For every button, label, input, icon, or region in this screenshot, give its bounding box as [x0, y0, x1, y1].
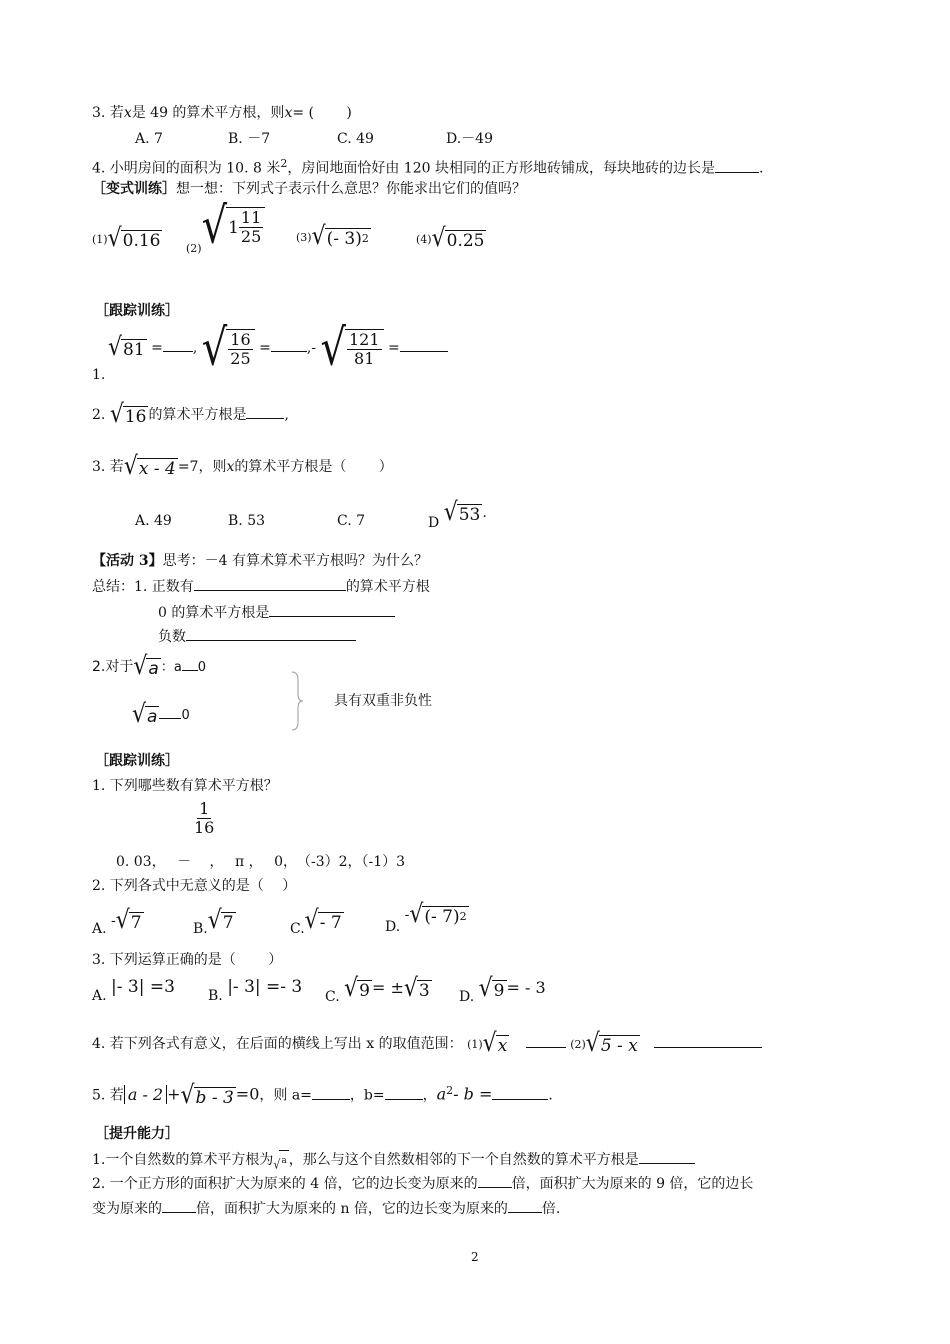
radicand: a — [279, 1150, 288, 1170]
q-text: 的算术平方根是 — [148, 407, 247, 423]
variant-heading: ［变式训练］ — [92, 181, 176, 197]
answer-blank[interactable] — [271, 351, 307, 352]
track1-q3-option-d: D √ 53 . — [428, 498, 487, 531]
equals-sign: = — [387, 340, 400, 356]
summary-line-1 — [92, 578, 430, 596]
option-label: C. — [325, 989, 340, 1005]
track2-q3-option-a — [92, 978, 175, 1005]
frac-num: 16 — [230, 330, 251, 349]
improve-p2-line1 — [92, 1175, 753, 1193]
radicand: a — [148, 659, 159, 679]
track2-q3-option-d: D. √ 9 = - 3 — [459, 974, 546, 1005]
plus-sign: + — [167, 1084, 181, 1104]
p-text-b: 倍，面积扩大为原来的 n 倍，它的边长变为原来的 — [196, 1201, 508, 1217]
q-eq: =0 — [235, 1084, 260, 1104]
radicand: 3 — [418, 981, 430, 1001]
summary-text: 负数 — [158, 629, 186, 645]
radicand: b - 3 — [195, 1087, 234, 1108]
track1-heading: ［跟踪训练］ — [95, 303, 179, 319]
expr: a — [436, 1084, 447, 1104]
q-tail: , — [284, 407, 289, 423]
q3-text-c: = ( ) — [292, 105, 352, 121]
activity3-line — [92, 552, 428, 570]
track2-q2-option-b: B. √ 7 — [193, 906, 234, 937]
p-text-c: 倍. — [541, 1201, 561, 1217]
sup: 2 — [446, 1084, 454, 1097]
curly-brace-icon — [290, 670, 304, 732]
answer-blank[interactable] — [526, 1047, 566, 1048]
track2-q2: 2. 下列各式中无意义的是（ ） — [92, 878, 297, 894]
summary-label: 总结： — [92, 579, 134, 595]
variant-text: 想一想：下列式子表示什么意思？你能求出它们的值吗？ — [176, 181, 526, 197]
answer-blank[interactable] — [654, 1047, 762, 1048]
q-tail: . — [548, 1087, 553, 1104]
q-text: ，则 a= — [259, 1087, 312, 1104]
option-label: C. — [290, 921, 305, 937]
activity3-heading: 【活动 3】 — [92, 553, 163, 569]
variant-item-den: 25 — [240, 227, 262, 246]
q-text-b: 的算术平方根是（ ） — [234, 459, 393, 475]
option-label: B. — [193, 921, 208, 937]
answer-blank[interactable] — [182, 670, 198, 671]
equals-sign: = — [151, 340, 163, 356]
q3-line — [92, 104, 352, 122]
variant-item-label: (3) — [296, 231, 312, 244]
improve-p2-line2 — [92, 1200, 560, 1218]
track2-q1-list: 0. 03， － ， π ， 0， （-3）2，（-1）3 — [116, 854, 406, 870]
radicand: - 7 — [319, 913, 342, 933]
variant-item-label: (1) — [92, 233, 108, 246]
track2-q2-option-c: C. √ - 7 — [290, 906, 342, 937]
q3-option-b: B. －7 — [228, 131, 271, 147]
answer-blank[interactable] — [163, 351, 193, 352]
track2-heading: ［跟踪训练］ — [95, 753, 179, 769]
option-label: A. — [92, 988, 107, 1004]
variant-item-label: (2) — [186, 242, 202, 255]
track2-q1: 1. 下列哪些数有算术平方根？ — [92, 778, 278, 794]
p-text: 变为原来的 — [92, 1201, 162, 1217]
dual-zero: 0 — [181, 708, 190, 723]
answer-blank[interactable] — [269, 616, 395, 617]
radicand: x - 4 — [138, 459, 176, 479]
improve-p1: 1.一个自然数的算术平方根为 √ a ，那么与这个自然数相邻的下一个自然数的算术平方根是 — [92, 1150, 695, 1170]
summary-text: 1. 正数有 — [134, 579, 194, 595]
q4-blank[interactable] — [715, 172, 759, 173]
q3-var-2: x — [284, 105, 293, 121]
frac-den: 81 — [354, 349, 375, 368]
q-label: 3. 若 — [92, 459, 124, 475]
frac-num: 121 — [348, 330, 380, 349]
dual-zero: 0 — [197, 660, 207, 675]
answer-blank[interactable] — [246, 418, 284, 419]
q3-option-d: D.－49 — [446, 131, 493, 147]
q4-label-1: (1) — [467, 1038, 483, 1051]
track2-q3-option-c: C. √ 9 = ± √ 3 — [325, 974, 430, 1005]
summary-text-b: 的算术平方根 — [345, 579, 430, 595]
improve-heading: ［提升能力］ — [95, 1126, 179, 1142]
option-label: A. — [92, 921, 107, 937]
option-tail: = - 3 — [506, 978, 546, 997]
option-label: D. — [385, 919, 401, 935]
option-tail: = ± — [371, 978, 404, 997]
minus-sign: - — [111, 913, 116, 929]
q4-sup: 2 — [280, 157, 288, 170]
summary-text: 0 的算术平方根是 — [158, 605, 270, 621]
frac-num: 1 — [199, 799, 210, 818]
variant-item-1: (1) √ 0.16 — [92, 224, 161, 253]
dual-text-b: ：a — [160, 660, 182, 675]
answer-blank[interactable] — [492, 1099, 548, 1100]
equals-sign: = — [259, 340, 271, 356]
radicand: 16 — [124, 407, 147, 427]
summary-line-2 — [158, 604, 395, 622]
dual-line-1: 2.对于 √ a ：a 0 — [92, 652, 207, 681]
variant-item-radicand: 0.25 — [446, 231, 485, 251]
option-label: D — [428, 515, 440, 531]
variant-item-whole: 1 — [228, 217, 239, 238]
option-tail: . — [482, 505, 487, 521]
variant-item-radicand: (- 3) — [326, 229, 362, 249]
answer-blank[interactable] — [162, 1212, 196, 1213]
q3-option-a: A. 7 — [135, 131, 163, 147]
radicand: 9 — [493, 981, 505, 1001]
radicand: x — [497, 1036, 508, 1056]
radicand: (- 7) — [424, 907, 460, 927]
q-label: 5. 若 — [92, 1087, 124, 1104]
variant-item-num: 11 — [240, 208, 262, 227]
radicand: a — [147, 707, 158, 727]
activity3-text: 思考：－4 有算术算术平方根吗？为什么？ — [162, 553, 428, 569]
option-label: D. — [459, 989, 475, 1005]
q-text: ，则 — [198, 459, 227, 475]
track2-q2-option-d: D. - √ (- 7) 2 — [385, 900, 467, 935]
q-eq: =7 — [177, 459, 199, 475]
radicand: 9 — [359, 981, 370, 1001]
answer-blank[interactable] — [508, 1212, 542, 1213]
track1-q3-option-a: A. 49 — [135, 513, 172, 529]
answer-blank[interactable] — [159, 718, 181, 719]
p-text: 2. 一个正方形的面积扩大为原来的 4 倍，它的边长变为原来的 — [92, 1176, 478, 1192]
track1-q3: 3. 若 √ x - 4 =7，则x的算术平方根是（ ） — [92, 452, 393, 481]
page-number: 2 — [471, 1250, 479, 1264]
q3-var: x — [123, 105, 132, 121]
answer-blank[interactable] — [194, 590, 346, 591]
q4-text-b: ，房间地面恰好由 120 块相同的正方形地砖铺成，每块地砖的边长是 — [287, 160, 715, 177]
answer-blank[interactable] — [312, 1099, 350, 1100]
radicand: 53 — [458, 505, 481, 525]
variant-item-2: $_{(2)}$ √ 1 $\frac{11}{25}$ — [186, 206, 265, 258]
track2-q5: 5. 若 a - 2 + √ b - 3 =0，则 a= ，b= ，$a^2-$ b = . — [92, 1080, 553, 1110]
track2-q2-option-a: A. - √ 7 — [92, 906, 142, 937]
dual-note: 具有双重非负性 — [334, 693, 432, 709]
variant-item-3: (3) √ (- 3) 2 — [296, 222, 369, 251]
frac-den: 16 — [194, 818, 215, 837]
q4-text: 4. 小明房间的面积为 10. 8 米 — [92, 160, 281, 177]
dual-text: 2.对于 — [92, 659, 134, 675]
track2-q1-fraction — [192, 800, 216, 837]
minus-sign: - — [311, 340, 316, 356]
variant-line — [92, 180, 526, 198]
q-text: ，b= — [349, 1087, 385, 1104]
track2-q3: 3. 下列运算正确的是（ ） — [92, 952, 283, 968]
q3-text-b: 是 49 的算术平方根，则 — [131, 105, 285, 121]
track1-q1-radicand: 81 — [123, 340, 145, 360]
answer-blank[interactable] — [478, 1187, 512, 1188]
track1-q2: 2. √ 16 的算术平方根是 , — [92, 400, 289, 429]
p-text-b: ，那么与这个自然数相邻的下一个自然数的算术平方根是 — [288, 1152, 639, 1168]
frac-den: 25 — [230, 349, 251, 368]
track2-q3-option-b — [208, 978, 302, 1005]
p-text: 1.一个自然数的算术平方根为 — [92, 1152, 274, 1168]
summary-line-3 — [158, 628, 356, 646]
answer-blank[interactable] — [186, 640, 356, 641]
track2-q4: 4. 若下列各式有意义，在后面的横线上写出 x 的取值范围： (1) √ x (2) √ 5 - x — [92, 1033, 762, 1055]
option-label: B. — [208, 988, 223, 1004]
option-expr: |- 3| =- 3 — [227, 977, 303, 997]
q-label: 2. — [92, 407, 106, 423]
track1-q3-option-c: C. 7 — [337, 513, 366, 529]
answer-blank[interactable] — [385, 1099, 423, 1100]
expr: - b = — [453, 1084, 493, 1104]
option-expr: |- 3| =3 — [111, 977, 175, 997]
variant-item-sup: 2 — [361, 232, 369, 245]
q3-text: 3. 若 — [92, 105, 124, 121]
track1-q1: √ 81 = , √ $\frac{16}{25}$ = ,- √ $\frac{121}{81}$ = — [108, 328, 448, 368]
q3-option-c: C. 49 — [337, 131, 374, 147]
answer-blank[interactable] — [639, 1163, 695, 1164]
radicand: 7 — [222, 913, 234, 933]
variant-item-radicand: 0.16 — [122, 231, 161, 251]
q-text: ， — [422, 1087, 437, 1104]
q4-label-2: (2) — [570, 1038, 586, 1051]
variant-item-4: (4) √ 0.25 — [416, 224, 485, 253]
answer-blank[interactable] — [400, 351, 448, 352]
sup: 2 — [459, 910, 467, 923]
q4-line — [92, 155, 763, 178]
radicand: 5 - x — [600, 1036, 638, 1056]
minus-sign: - — [404, 907, 410, 923]
dual-line-2: √ a 0 — [132, 700, 190, 729]
q-text: 4. 若下列各式有意义，在后面的横线上写出 x 的取值范围： — [92, 1036, 463, 1052]
q-var: x — [226, 459, 235, 475]
p-text-b: 倍，面积扩大为原来的 9 倍，它的边长 — [511, 1176, 754, 1192]
track1-q3-option-b: B. 53 — [228, 513, 266, 529]
abs-value: a - 2 — [124, 1085, 167, 1104]
radicand: 7 — [130, 913, 142, 933]
track1-q1-label: 1. — [92, 367, 106, 383]
variant-item-label: (4) — [416, 233, 432, 246]
q4-tail: . — [758, 160, 764, 177]
